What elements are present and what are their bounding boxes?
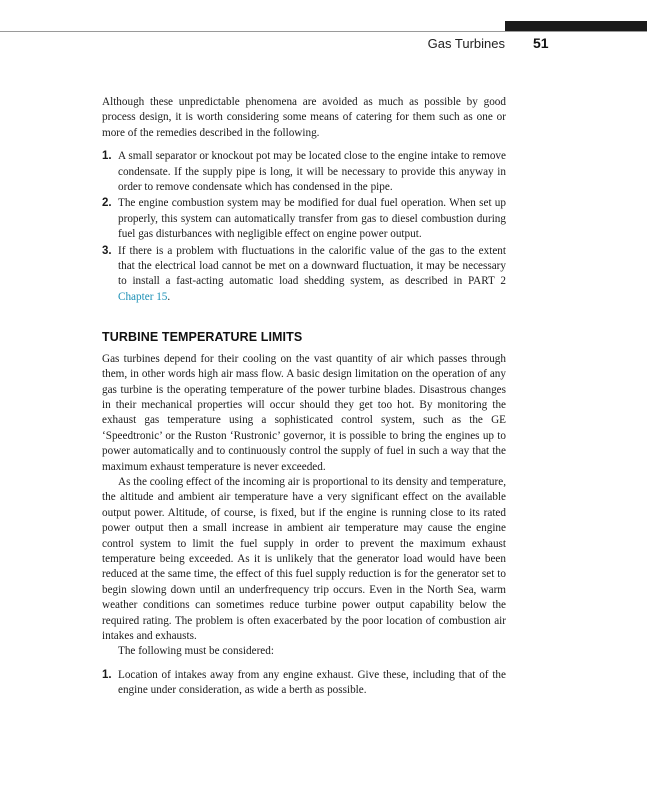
- considered-line: The following must be considered:: [118, 645, 274, 658]
- list-item-number: 1.: [102, 150, 112, 163]
- page-number: 51: [533, 35, 549, 51]
- considerations-list: [102, 668, 506, 699]
- running-title: Gas Turbines: [427, 36, 505, 51]
- list-item-number: 2.: [102, 197, 112, 210]
- list-item-number: 1.: [102, 668, 112, 681]
- list-item-text-end: .: [167, 290, 171, 303]
- list-item: [102, 244, 506, 306]
- list-item: [102, 149, 506, 195]
- header-rule: [0, 31, 647, 32]
- list-item: [102, 196, 506, 242]
- list-item-number: 3.: [102, 244, 112, 257]
- chapter-link[interactable]: Chapter 15: [118, 290, 168, 303]
- section-heading: TURBINE TEMPERATURE LIMITS: [102, 330, 303, 345]
- list-item: [102, 668, 506, 699]
- remedies-list: [102, 149, 506, 305]
- page-body: [102, 95, 506, 700]
- section-paragraph-2: As the cooling effect of the incoming air is proportional to its density and temperature, the altitude and ambient air temperature have a very significant effect on the available output power. Altitude, of course, is fixed, but if the engine is running close to its rated power output then a small increase in ambient air temperature may cause the engine control system to limit the fuel supply in order to prevent the maximum exhaust temperature being exceeded. As it is unlikely that the generator load would have been reduced at the same time, the effect of this fuel supply reduction is for the generator set to begin slowing down until an underfrequency trip occurs. Even in the North Sea, warm weather conditions can sometimes reduce turbine power output capability below the required rating. The problem is often exacerbated by the poor location of combustion air intakes and exhausts.: [102, 475, 506, 642]
- list-item-text: A small separator or knockout pot may be located close to the engine intake to remove condensate. If the supply pipe is long, it will be necessary to provide this anyway in order to remove condensate which has condensed in the pipe.: [118, 150, 506, 194]
- list-item-text: If there is a problem with fluctuations in the calorific value of the gas to the extent that the electrical load cannot be met on a downward fluctuation, it may be necessary to install a fast-acting automatic load shedding system, as described in PART 2: [118, 244, 506, 288]
- list-item-text: Location of intakes away from any engine exhaust. Give these, including that of the engine under consideration, as wide a berth as possible.: [118, 668, 506, 697]
- list-item-text: The engine combustion system may be modified for dual fuel operation. When set up properly, this system can automatically transfer from gas to diesel combustion during fuel gas disturbances with negligible effect on engine power output.: [118, 197, 506, 241]
- intro-paragraph: Although these unpredictable phenomena are avoided as much as possible by good process design, it is worth considering some means of catering for them such as one or more of the remedies described in the following.: [102, 96, 506, 139]
- section-paragraph-1: Gas turbines depend for their cooling on the vast quantity of air which passes through them, in other words high air mass flow. A basic design limitation on the operation of any gas turbine is the operating temperature of the power turbine blades. Disastrous changes in their mechanical properties will occur should they get too hot. By monitoring the exhaust gas temperature using a sophisticated control system, such as the GE ‘Speedtronic’ or the Ruston ‘Rustronic’ governor, it is possible to bring the engines up to power automatically and to continuously control the supply of fuel in such a way that the maximum exhaust temperature is never exceeded.: [102, 352, 506, 473]
